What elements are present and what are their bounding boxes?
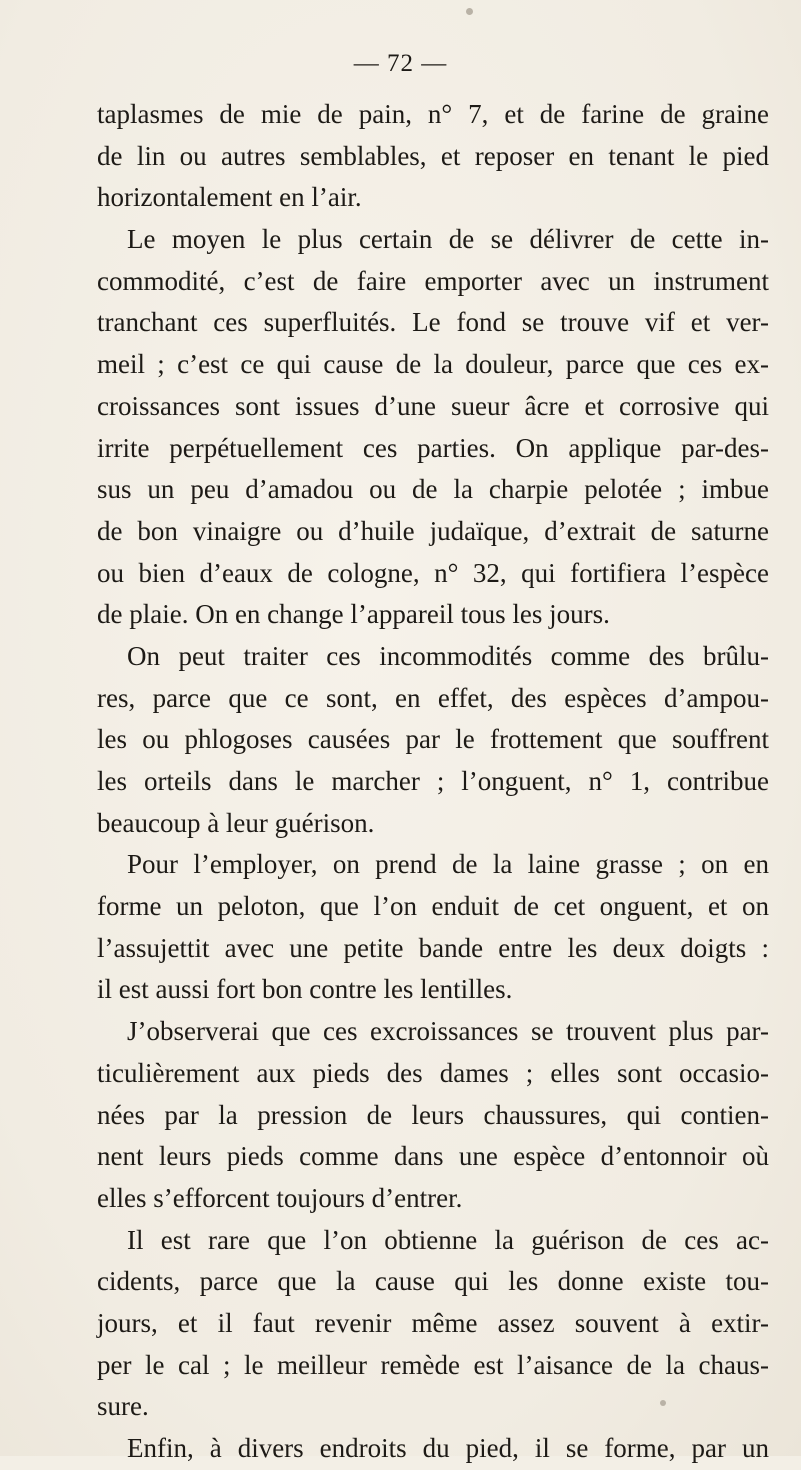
text-line: Le moyen le plus certain de se délivrer de cette in-: [127, 224, 769, 255]
text-line: nent leurs pieds comme dans une espèce d’entonnoir où: [97, 1141, 769, 1172]
text-line: il est aussi fort bon contre les lentilles.: [97, 974, 513, 1005]
text-line: taplasmes de mie de pain, n° 7, et de farine de graine: [97, 99, 769, 129]
text-line: jours, et il faut revenir même assez souvent à extir-: [97, 1307, 769, 1338]
text-line: de plaie. On en change l’appareil tous les jours.: [97, 599, 610, 630]
paper-speck: [660, 1400, 666, 1406]
text-line: Il est rare que l’on obtienne la guérison de ces ac-: [127, 1224, 769, 1255]
text-line: de lin ou autres semblables, et reposer en tenant le pied: [97, 140, 769, 171]
text-line: sure.: [97, 1391, 149, 1422]
text-line: croissances sont issues d’une sueur âcre et corrosive qui: [97, 390, 769, 421]
text-line: tranchant ces superfluités. Le fond se trouve vif et ver-: [97, 307, 769, 338]
text-line: horizontalement en l’air.: [97, 182, 362, 213]
text-line: Pour l’employer, on prend de la laine grasse ; on en: [127, 849, 769, 880]
text-line: de bon vinaigre ou d’huile judaïque, d’extrait de saturne: [97, 515, 769, 546]
text-line: beaucoup à leur guérison.: [97, 807, 375, 838]
text-line: cidents, parce que la cause qui les donne existe tou-: [97, 1266, 769, 1297]
text-line: sus un peu d’amadou ou de la charpie pelotée ; imbue: [97, 474, 769, 505]
text-line: nées par la pression de leurs chaussures, qui contien-: [97, 1099, 769, 1130]
text-line: Enfin, à divers endroits du pied, il se forme, par un: [127, 1433, 769, 1463]
text-line: les orteils dans le marcher ; l’onguent, n° 1, contribue: [97, 766, 769, 796]
text-line: forme un peloton, que l’on enduit de cet onguent, et on: [97, 891, 769, 922]
text-line: ticulièrement aux pieds des dames ; elles sont occasio-: [97, 1057, 769, 1088]
text-line: l’assujettit avec une petite bande entre les deux doigts :: [97, 932, 769, 963]
text-line: meil ; c’est ce qui cause de la douleur, parce que ces ex-: [97, 349, 769, 380]
text-line: J’observerai que ces excroissances se trouvent plus par-: [127, 1016, 769, 1047]
paper-speck: [466, 8, 473, 15]
body-text: [97, 94, 769, 1470]
text-line: les ou phlogoses causées par le frottement que souffrent: [97, 724, 769, 755]
text-line: ou bien d’eaux de cologne, n° 32, qui fortifiera l’espèce: [97, 557, 769, 588]
text-line: On peut traiter ces incommodités comme des brûlu-: [127, 640, 769, 671]
text-line: elles s’efforcent toujours d’entrer.: [97, 1182, 463, 1213]
text-line: res, parce que ce sont, en effet, des espèces d’ampou-: [97, 682, 769, 713]
page-number: — 72 —: [353, 50, 448, 77]
text-line: commodité, c’est de faire emporter avec un instrument: [97, 265, 769, 296]
text-line: irrite perpétuellement ces parties. On applique par-des-: [97, 432, 769, 463]
text-line: per le cal ; le meilleur remède est l’aisance de la chaus-: [97, 1349, 769, 1380]
